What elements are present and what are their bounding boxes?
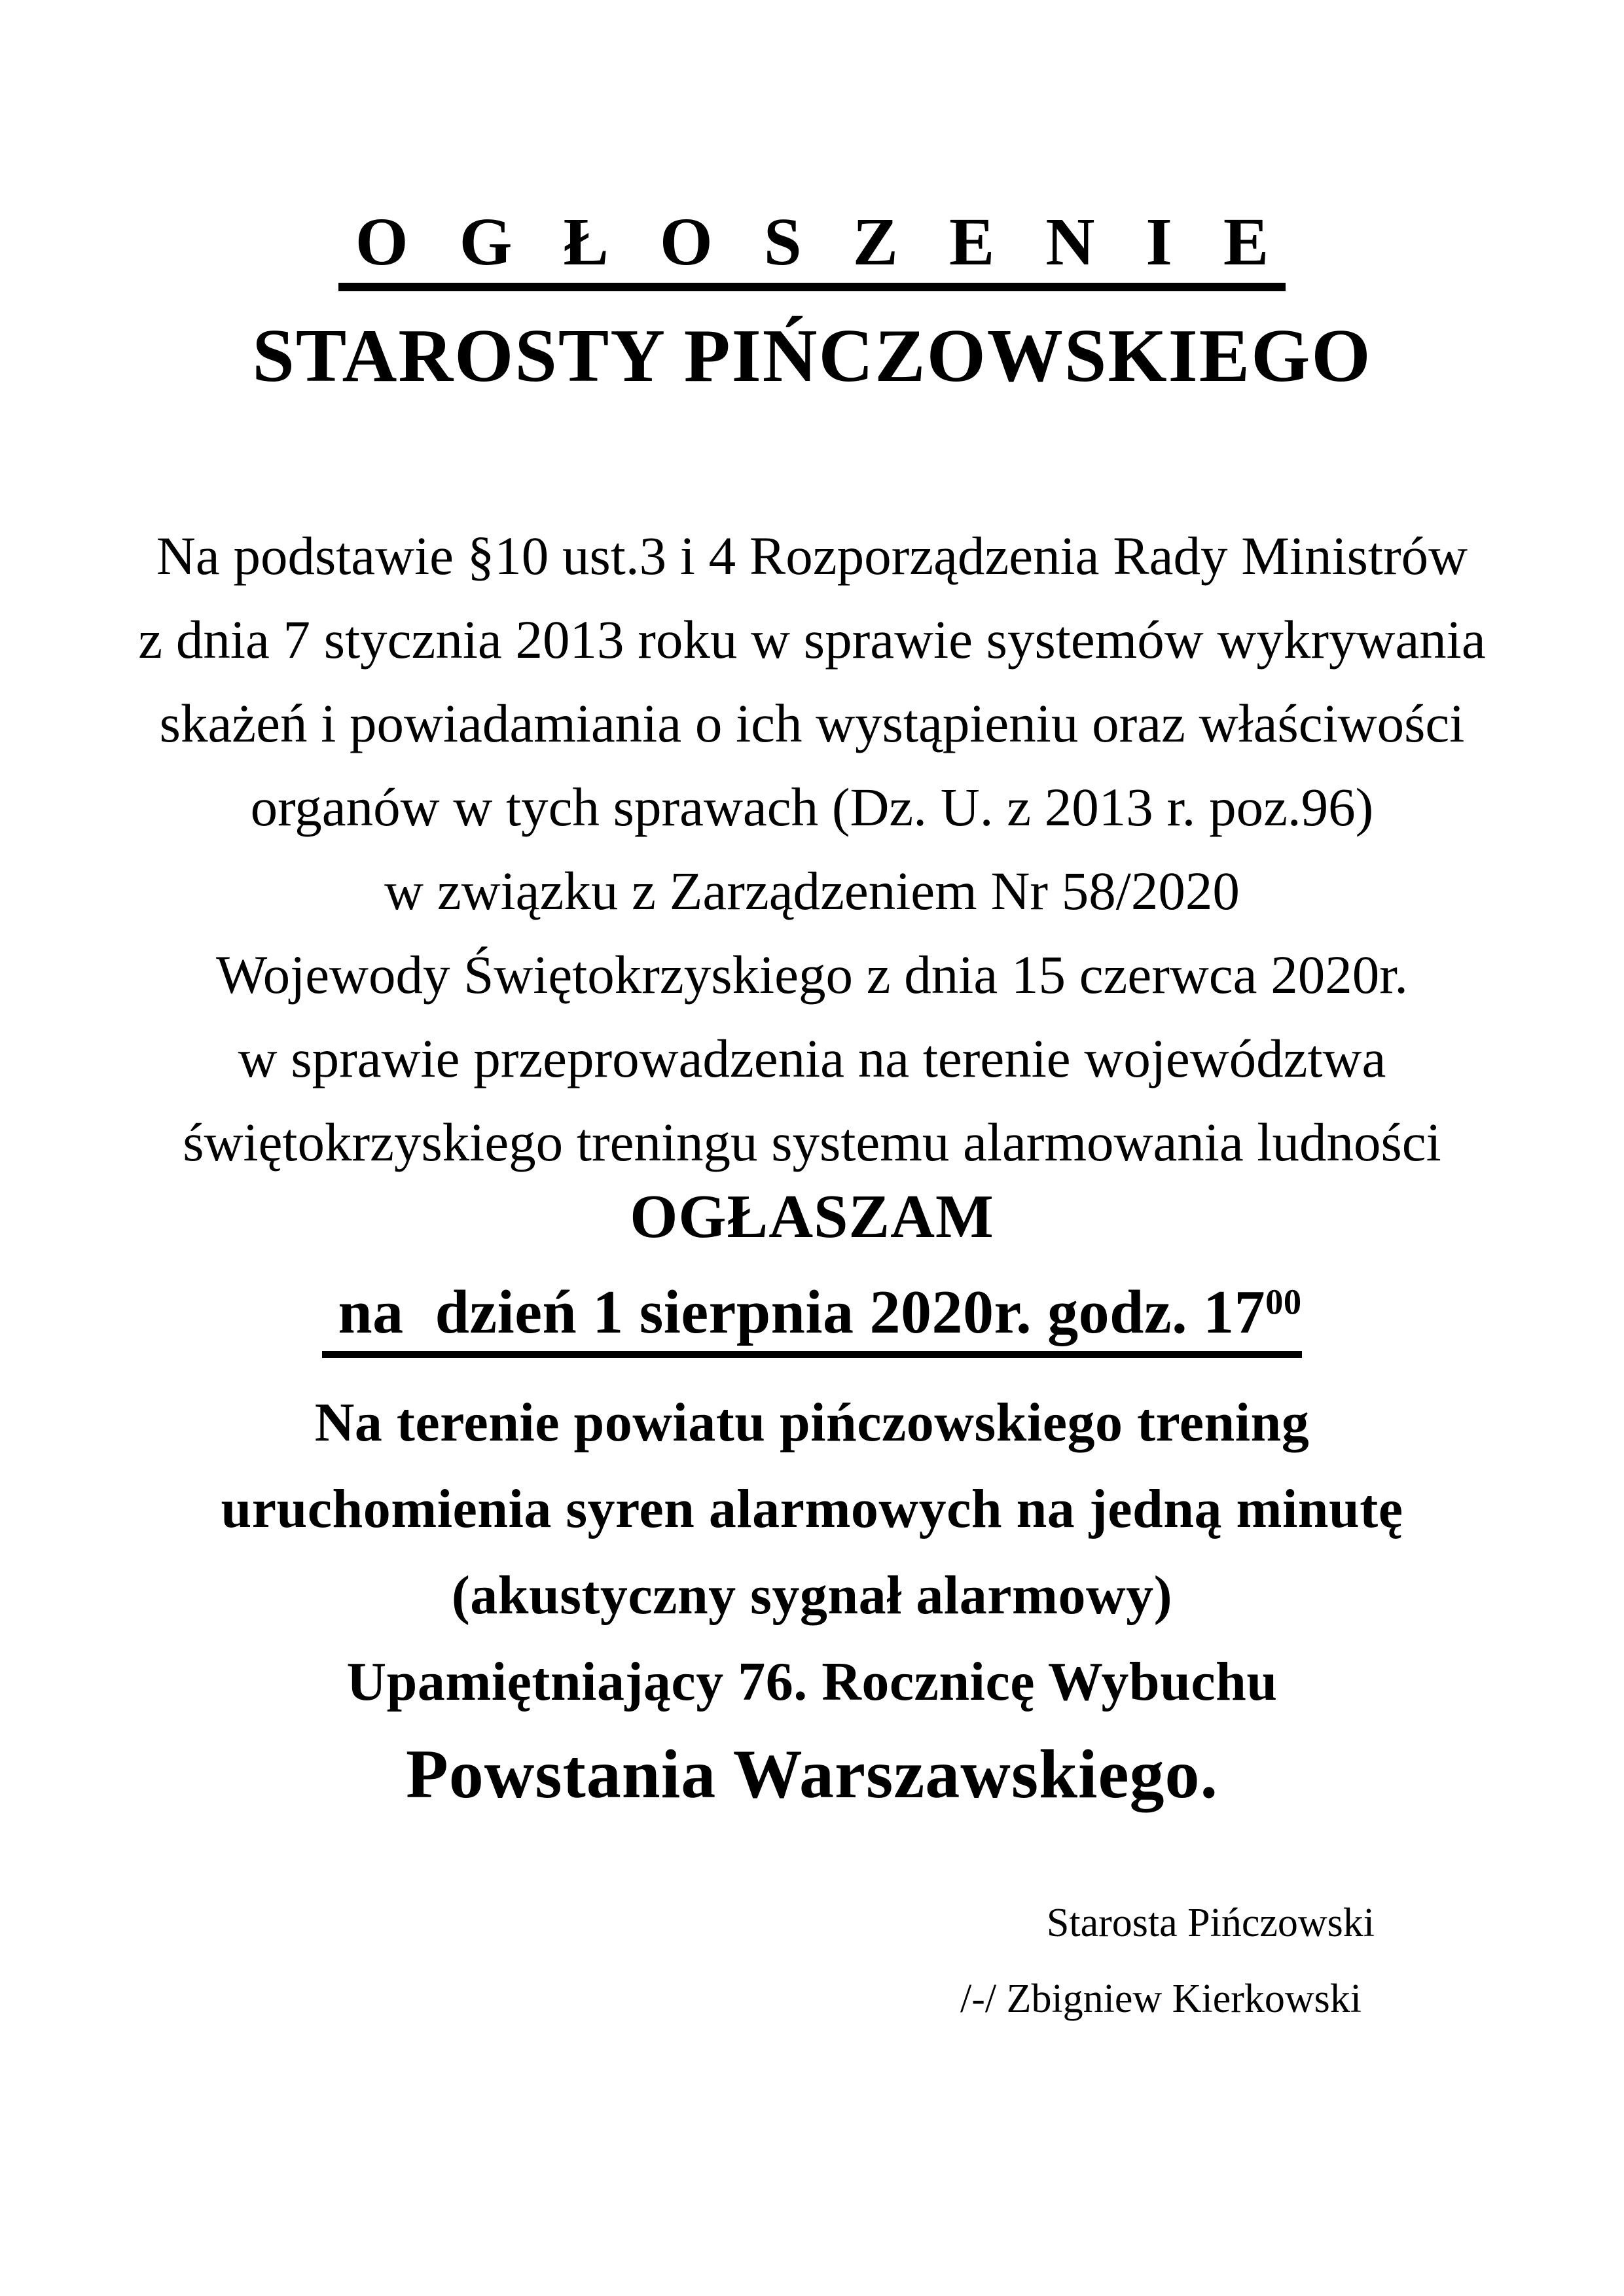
detail-line: uruchomienia syren alarmowych na jedną minutę [221, 1479, 1403, 1539]
body-line: skażeń i powiadamiania o ich wystąpieniu oraz właściwości [159, 693, 1465, 753]
body-line: organów w tych sprawach (Dz. U. z 2013 r. poz.96) [250, 777, 1374, 837]
signature-block [0, 1885, 1624, 2037]
body-line: Wojewody Świętokrzyskiego z dnia 15 czerwca 2020r. [215, 944, 1409, 1005]
title-container [0, 204, 1624, 291]
declaration-container [0, 1183, 1624, 1251]
announcement-time-superscript: 00 [1265, 1282, 1302, 1322]
page-subtitle: STAROSTY PIŃCZOWSKIEGO [252, 314, 1372, 398]
signature-name: /-/ Zbigniew Kierkowski [960, 1977, 1362, 2021]
detail-line: Upamiętniający 76. Rocznicę Wybuchu [346, 1651, 1278, 1712]
legal-basis-paragraph [0, 514, 1624, 1184]
detail-line: Na terenie powiatu pińczowskiego trening [314, 1392, 1310, 1453]
page-title: O G Ł O S Z E N I E [338, 208, 1286, 291]
subtitle-container [0, 314, 1624, 398]
announcement-date-text: na dzień 1 sierpnia 2020r. godz. 17 [322, 1278, 1266, 1346]
body-line: świętokrzyskiego treningu systemu alarmowania ludności [183, 1112, 1441, 1172]
details-paragraph [0, 1380, 1624, 1823]
body-line: w sprawie przeprowadzenia na terenie województwa [238, 1028, 1386, 1088]
body-line: z dnia 7 stycznia 2013 roku w sprawie systemów wykrywania [138, 609, 1486, 670]
declaration-heading: OGŁASZAM [630, 1183, 994, 1251]
detail-line-final: Powstania Warszawskiego. [405, 1736, 1219, 1812]
detail-line: (akustyczny sygnał alarmowy) [451, 1565, 1173, 1626]
signature-role: Starosta Pińczowski [1046, 1901, 1375, 1945]
date-container [0, 1278, 1624, 1358]
body-line: Na podstawie §10 ust.3 i 4 Rozporządzenia Rady Ministrów [156, 526, 1468, 586]
body-line: w związku z Zarządzeniem Nr 58/2020 [384, 861, 1240, 921]
announcement-date-line [322, 1278, 1302, 1358]
